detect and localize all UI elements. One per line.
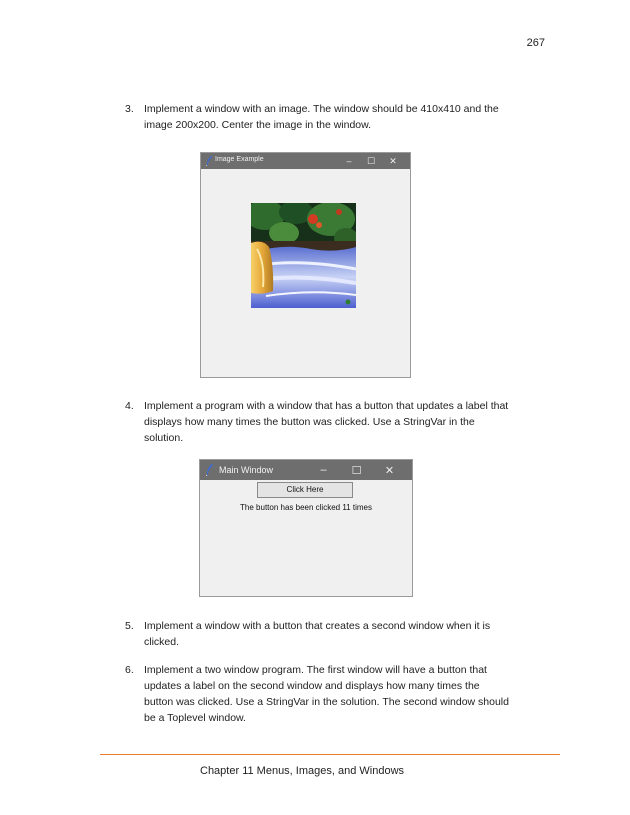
- click-here-button[interactable]: Click Here: [257, 482, 353, 498]
- exercise-text: Implement a window with a button that creates a second window when it is clicked.: [144, 620, 491, 648]
- minimize-icon[interactable]: –: [320, 464, 327, 476]
- footer-divider: [100, 754, 560, 755]
- exercise-text: Implement a window with an image. The window should be 410x410 and the image 200x200. Center the image in the window.: [144, 103, 499, 131]
- exercise-item-5: [125, 618, 510, 650]
- maximize-icon[interactable]: ☐: [366, 155, 376, 166]
- exercise-item-6: [125, 662, 510, 726]
- exercise-number: 3.: [125, 103, 134, 115]
- window-title: Main Window: [219, 465, 274, 475]
- window-titlebar: [201, 153, 410, 169]
- exercise-item-3: [125, 101, 510, 133]
- tk-feather-icon: [206, 464, 214, 476]
- window-title: Image Example: [215, 156, 264, 163]
- click-count-label: The button has been clicked 11 times: [240, 503, 372, 512]
- close-icon[interactable]: ✕: [384, 464, 395, 477]
- exercise-text: Implement a program with a window that has a button that updates a label that displays how many times the button was clicked. Use a StringVar in the solution.: [144, 400, 509, 444]
- exercise-item-4: [125, 398, 510, 446]
- minimize-icon[interactable]: –: [346, 156, 352, 166]
- exercise-number: 4.: [125, 400, 134, 412]
- window-titlebar: [200, 460, 412, 480]
- chapter-footer: Chapter 11 Menus, Images, and Windows: [200, 765, 405, 777]
- exercise-text: Implement a two window program. The first window will have a button that updates a label on the second window and displays how many times the button was clicked. Use a StringVar in the solution. The second window should be a Toplevel window.: [144, 664, 509, 724]
- maximize-icon[interactable]: ☐: [351, 464, 362, 477]
- page-number: 267: [526, 37, 545, 49]
- exercise-number: 5.: [125, 620, 134, 632]
- close-icon[interactable]: ✕: [389, 155, 397, 166]
- tk-feather-icon: [206, 156, 213, 166]
- image-example-window: [200, 152, 411, 378]
- exercise-number: 6.: [125, 664, 134, 676]
- main-window: [199, 459, 413, 597]
- waterfall-image: [251, 203, 356, 308]
